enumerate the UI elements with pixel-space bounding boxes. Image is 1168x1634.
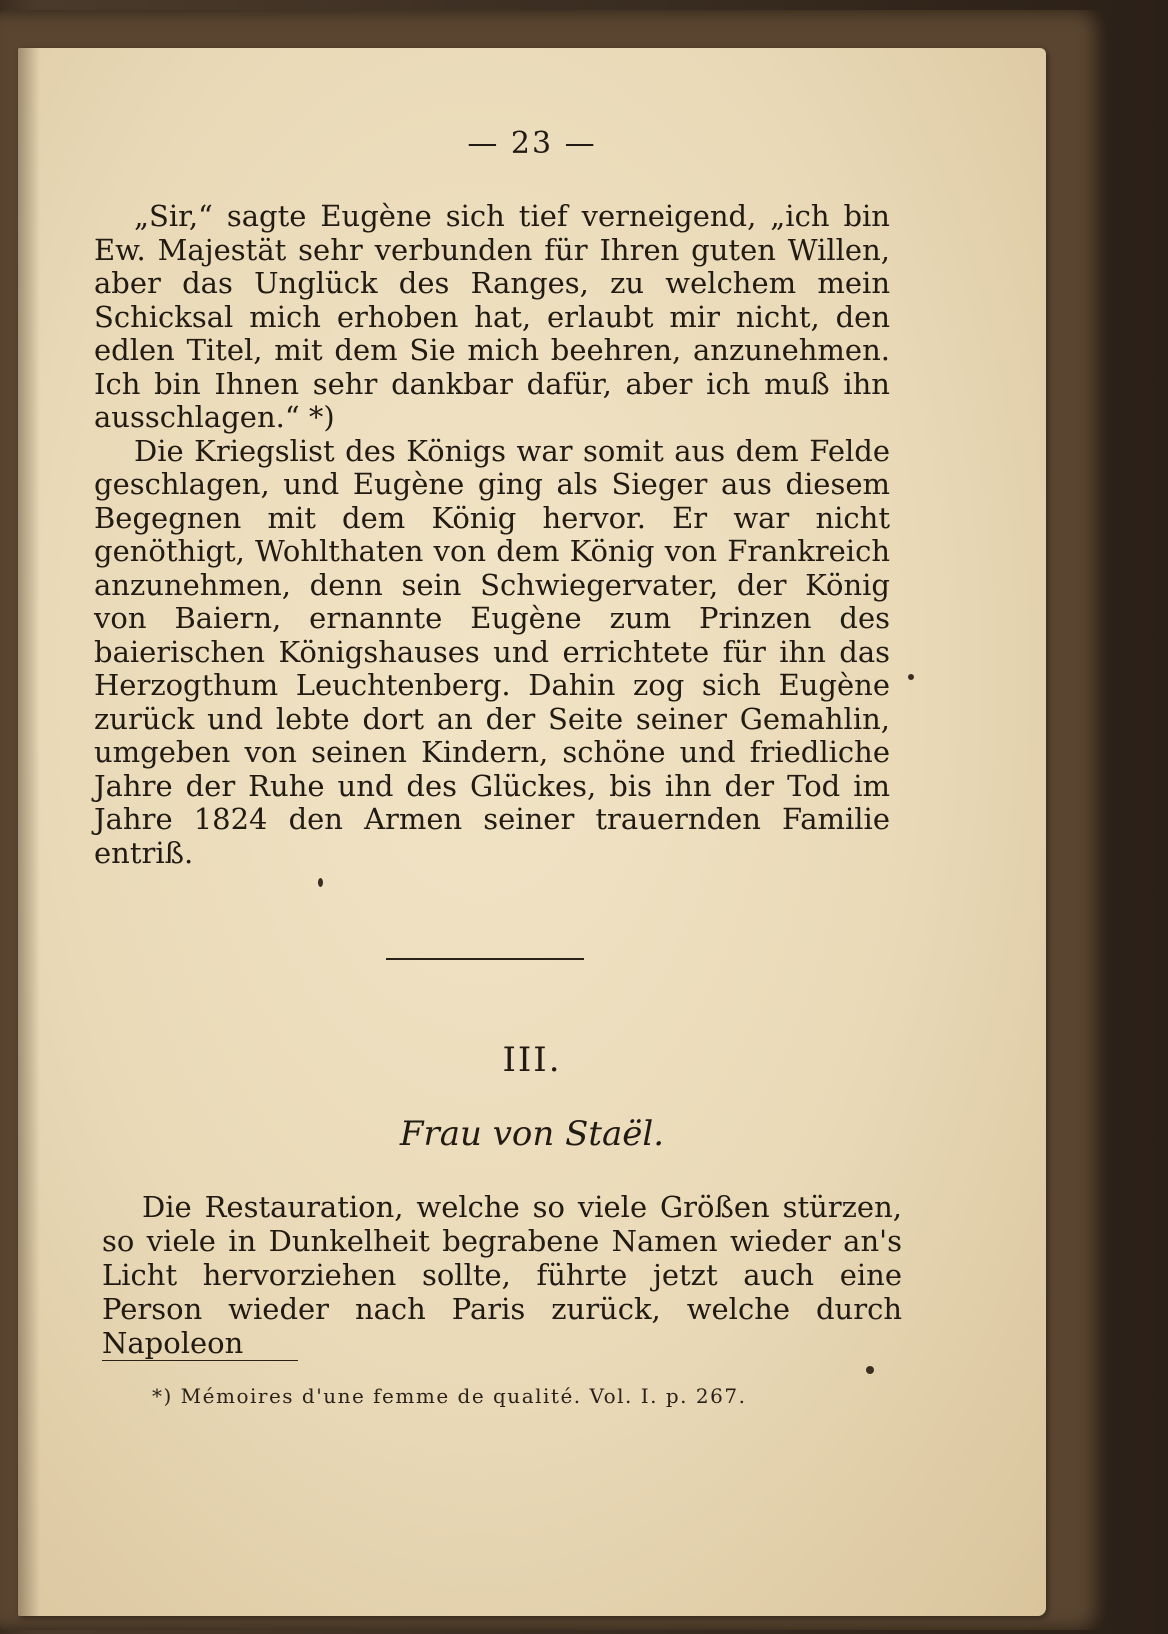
body-text	[94, 200, 890, 870]
chapter-paragraph-1: Die Restauration, welche so viele Größen stürzen, so viele in Dunkelheit begrabene Namen wieder an's Licht hervorziehen sollte, führte jetzt auch eine Person wieder nach Paris zurück, welche durch Napoleon	[102, 1190, 902, 1360]
footnote-divider	[102, 1360, 298, 1361]
paper-speck	[318, 878, 323, 887]
chapter-body	[102, 1190, 902, 1360]
paragraph-2: Die Kriegslist des Königs war somit aus dem Felde geschlagen, und Eugène ging als Sieger aus diesem Begegnen mit dem König hervor. Er war nicht genöthigt, Wohlthaten von dem König von Frankreich anzunehmen, denn sein Schwiegervater, der König von Baiern, ernannte Eugène zum Prinzen des baierischen Königshauses und errichtete für ihn das Herzogthum Leuchtenberg. Dahin zog sich Eugène zurück und lebte dort an der Seite seiner Gemahlin, umgeben von seinen Kindern, schöne und friedliche Jahre der Ruhe und des Glückes, bis ihn der Tod im Jahre 1824 den Armen seiner trauernden Familie entriß.	[94, 433, 890, 870]
paper-speck	[908, 674, 914, 680]
section-number: III.	[502, 1040, 562, 1080]
footnote: *) Mémoires d'une femme de qualité. Vol. I. p. 267.	[152, 1384, 747, 1408]
section-divider	[386, 958, 584, 960]
chapter-title: Frau von Staël.	[399, 1114, 665, 1154]
page-gutter-shadow	[18, 48, 40, 1616]
paragraph-1: „Sir,“ sagte Eugène sich tief verneigend, „ich bin Ew. Majestät sehr verbunden für Ihren guten Willen, aber das Unglück des Ranges, zu welchem mein Schicksal mich erhoben hat, erlaubt mir nicht, den edlen Titel, mit dem Sie mich beehren, anzunehmen. Ich bin Ihnen sehr dankbar dafür, aber ich muß ihn ausschlagen.“ *)	[94, 199, 890, 434]
paper-speck	[866, 1366, 874, 1374]
book-page	[18, 48, 1046, 1616]
page-number: — 23 —	[467, 126, 597, 161]
